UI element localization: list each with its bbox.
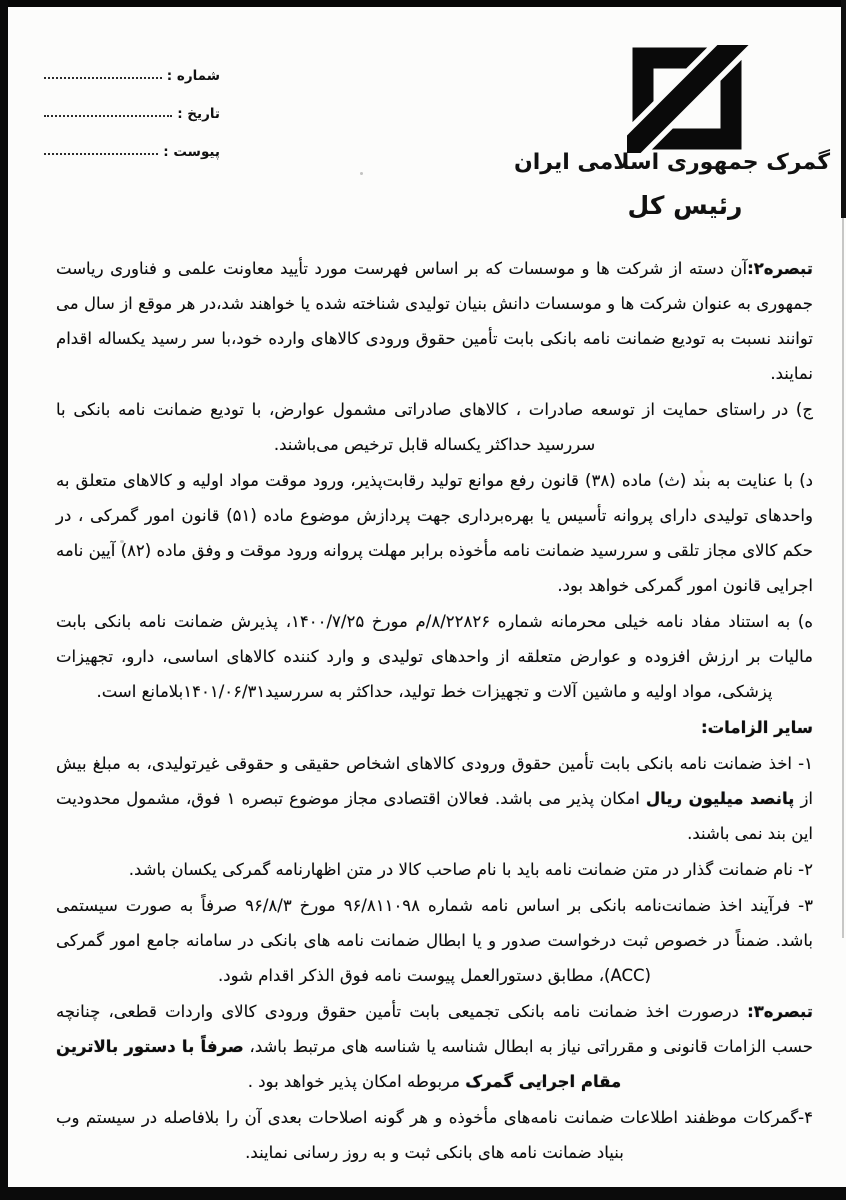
paragraph-item-3 [56, 888, 813, 993]
scan-border-bottom [0, 1187, 846, 1200]
text-segment: مربوطه امکان پذیر خواهد بود . [247, 1072, 466, 1091]
bold-text-segment: صرفاً با دستور بالاترین مقام اجرایی گمرک [56, 1037, 622, 1091]
paragraph-item-4 [56, 1100, 813, 1170]
paragraph-tabsareh-2 [56, 251, 813, 391]
attachment-field-label: پیوست : [163, 144, 220, 160]
bold-text-segment: سایر الزامات: [701, 718, 813, 737]
document-body [56, 251, 813, 1171]
iran-customs-logo-svg [627, 45, 749, 153]
letterhead-field-attachment [44, 122, 222, 160]
text-segment: د) با عنایت به بند (ث) ماده (۳۸) قانون رفع موانع تولید رقابت‌پذیر، ورود موقت مواد اولیه و کالاهای متعلق به واحدهای تولیدی دارای پروانه تأسیس یا بهره‌برداری جهت پردازش موضوع ماده (۵۱) قانون امور گمرکی ، در حکم کالای مجاز تلقی و سررسید ضمانت نامه مأخوذه برابر مهلت پروانه ورود موقت و وفق ماده (۸۲) آیین نامه اجرایی قانون امور گمرکی خواهد بود. [56, 471, 813, 595]
scan-border-left [0, 0, 8, 1200]
attachment-field-dotted-line [44, 153, 158, 155]
scan-border-top [0, 0, 846, 7]
paragraph-item-1 [56, 746, 813, 851]
number-field-dotted-line [44, 77, 162, 79]
bold-text-segment: تبصره۲: [747, 259, 813, 278]
paragraph-tabsareh-3 [56, 994, 813, 1099]
text-segment: آن دسته از شرکت ها و موسسات که بر اساس فهرست مورد تأیید معاونت علمی و فناوری ریاست جمهوری به عنوان شرکت ها و موسسات دانش بنیان تولیدی شناخته شده یا خواهند شد،در هر موقع از سال می توانند نسبت به تودیع ضمانت نامه بانکی بابت تأمین حقوق ورودی کالاهای وارده خود،با سر رسید یکساله اقدام نمایند. [56, 259, 813, 383]
letterhead-field-number [44, 46, 222, 84]
text-segment: ه) به استناد مفاد نامه خیلی محرمانه شماره ۸/۲۲۸۲۶/م مورخ ۱۴۰۰/۷/۲۵، پذیرش ضمانت نامه بانکی بابت مالیات بر ارزش افزوده و عوارض متعلقه از واحدهای تولیدی و وارد کننده کالاهای اساسی، دارو، تجهیزات پزشکی، مواد اولیه و ماشین آلات و تجهیزات خط تولید، حداکثر به سررسید۱۴۰۱/۰۶/۳۱بلامانع است. [56, 612, 813, 701]
text-segment: ج) در راستای حمایت از توسعه صادرات ، کالاهای صادراتی مشمول عوارض، با تودیع ضمانت نامه بانکی با سررسید حداکثر یکساله قابل ترخیص می‌باشند. [56, 400, 813, 454]
date-field-dotted-line [44, 115, 172, 117]
text-segment: درصورت اخذ ضمانت نامه بانکی تجمیعی بابت تأمین حقوق ورودی کالای واردات قطعی، چنانچه حسب الزامات قانونی و مقرراتی نیاز به ابطال شناسه یا شناسه های مرتبط باشد، [56, 1002, 813, 1056]
paragraph-item-2 [56, 852, 813, 887]
scan-edge-line [842, 218, 844, 938]
letterhead-field-date [44, 84, 222, 122]
text-segment: ۳- فرآیند اخذ ضمانت‌نامه بانکی بر اساس نامه شماره ۹۶/۸۱۱۰۹۸ مورخ ۹۶/۸/۳ صرفاً به صورت سیستمی باشد. ضمناً در خصوص ثبت درخواست صدور و یا ابطال ضمانت نامه های بانکی در سامانه جامع امور گمرکی (ACC)، مطابق دستورالعمل پیوست نامه فوق الذکر اقدام شود. [56, 896, 814, 985]
date-field-label: تاریخ : [177, 106, 220, 122]
scan-border-right [841, 0, 846, 218]
paragraph-jim [56, 392, 813, 462]
text-segment: ۴-گمرکات موظفند اطلاعات ضمانت نامه‌های مأخوذه و هر گونه اصلاحات بعدی آن را بلافاصله در سیستم وب بنیاد ضمانت نامه های بانکی ثبت و به روز رسانی نمایند. [56, 1108, 813, 1162]
bold-text-segment: پانصد میلیون ریال [645, 789, 795, 808]
scan-speck [360, 172, 363, 175]
org-subtitle: رئیس کل [627, 191, 743, 220]
text-segment: ۱- اخذ ضمانت نامه بانکی بابت تأمین حقوق ورودی کالاهای اشخاص حقیقی و حقوقی غیرتولیدی، به مبلغ بیش از [56, 754, 813, 808]
number-field-label: شماره : [166, 68, 220, 84]
iran-customs-logo-icon [627, 45, 749, 153]
org-title: گمرک جمهوری اسلامی ایران [513, 150, 830, 175]
other-requirements-heading [56, 710, 813, 745]
paragraph-dal [56, 463, 813, 603]
letterhead-fields [44, 46, 222, 160]
paragraph-he [56, 604, 813, 709]
text-segment: امکان پذیر می باشد. فعالان اقتصادی مجاز موضوع تبصره ۱ فوق، مشمول محدودیت این بند نمی باشند. [56, 789, 813, 843]
text-segment: ۲- نام ضمانت گذار در متن ضمانت نامه باید با نام صاحب کالا در متن اظهارنامه گمرکی یکسان باشد. [128, 860, 813, 879]
bold-text-segment: تبصره۳: [747, 1002, 813, 1021]
